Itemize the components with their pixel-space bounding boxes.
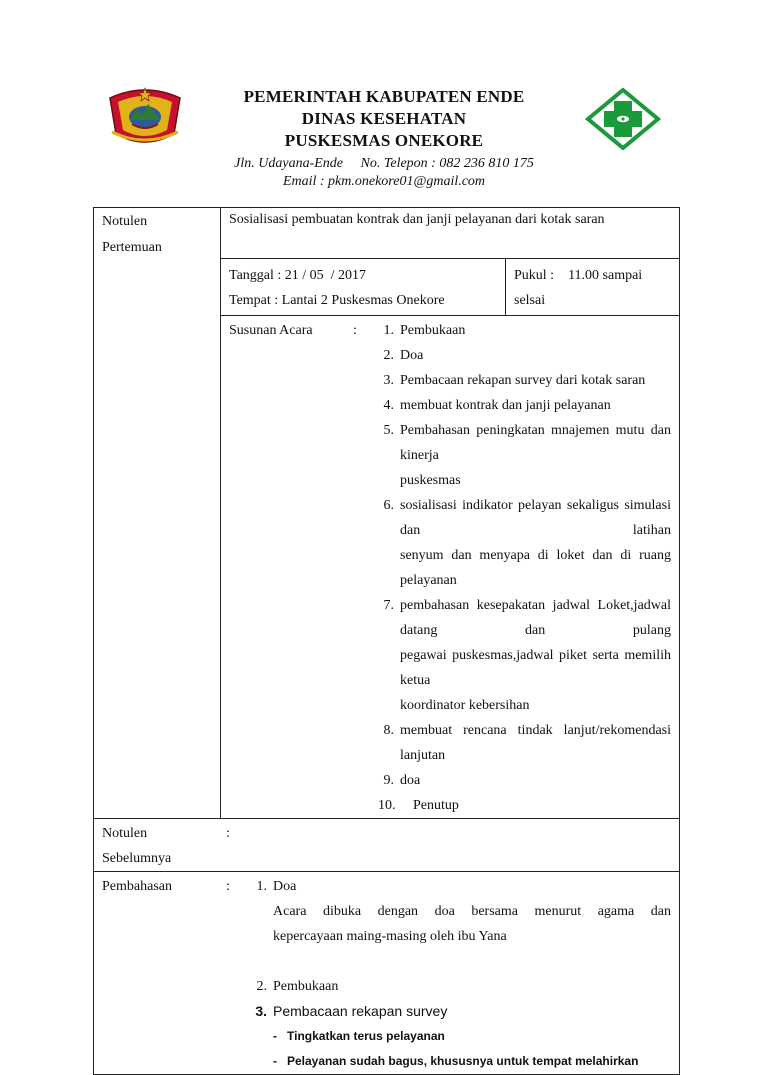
label-line: Sebelumnya — [102, 851, 172, 866]
agenda-num: 6. — [383, 498, 394, 513]
discussion-item: Pembacaan rekapan survey — [273, 1003, 448, 1019]
discussion-num: 2. — [256, 979, 267, 994]
meeting-info-table — [221, 208, 679, 315]
discussion-row — [94, 872, 680, 1075]
agenda-item: Pembahasan peningkatan mnajemen mutu dan kinerja — [400, 423, 671, 463]
agenda-label: Susunan Acara — [229, 323, 313, 338]
agenda-num: 10. — [378, 798, 396, 813]
agenda-num: 9. — [383, 773, 394, 788]
agenda-item: Pembacaan rekapan survey dari kotak saran — [400, 373, 646, 388]
date-place-cell — [221, 259, 506, 316]
agenda-item: Penutup — [413, 798, 459, 813]
letterhead-government: PEMERINTAH KABUPATEN ENDE — [243, 87, 525, 106]
agenda-item: doa — [400, 773, 421, 788]
previous-minutes-label — [102, 821, 226, 871]
bullet: - — [273, 1029, 277, 1043]
agenda-num: 4. — [383, 398, 394, 413]
discussion-item: Pembukaan — [273, 979, 339, 994]
agenda-num: 5. — [383, 423, 394, 438]
letterhead-puskesmas: PUSKESMAS ONEKORE — [284, 131, 484, 150]
label-line: Pertemuan — [102, 240, 162, 255]
agenda-item-cont: pegawai puskesmas,jadwal piket serta memilih ketua — [400, 648, 671, 688]
agenda-num: 7. — [383, 598, 394, 613]
colon: : — [353, 323, 357, 338]
agenda-row — [221, 316, 680, 819]
agenda-item-cont: puskesmas — [400, 473, 461, 488]
agenda-num: 3. — [383, 373, 394, 388]
agenda-list — [353, 318, 671, 818]
discussion-detail: kepercayaan maing-masing oleh ibu Yana — [273, 929, 507, 944]
discussion-detail: Acara dibuka dengan doa bersama menurut agama dan — [273, 904, 671, 919]
meeting-time: Pukul : 11.00 sampai — [514, 268, 643, 283]
puskesmas-cross-logo — [584, 88, 662, 150]
discussion-item: Doa — [273, 879, 297, 894]
minutes-table — [93, 207, 680, 1075]
agenda-item: sosialisasi indikator pelayan sekaligus simulasi dan latihan — [400, 498, 671, 538]
letterhead-agency: DINAS KESEHATAN — [301, 109, 467, 128]
agenda-num: 1. — [383, 323, 394, 338]
meeting-time-end: selsai — [514, 293, 546, 308]
agenda-item: pembahasan kesepakatan jadwal Loket,jadwal datang dan pulang — [400, 598, 671, 638]
agenda-item-cont: koordinator kebersihan — [400, 698, 530, 713]
meeting-place: Tempat : Lantai 2 Puskesmas Onekore — [229, 293, 445, 308]
notulen-pertemuan-label — [94, 208, 221, 819]
time-cell — [506, 259, 680, 316]
discussion-num: 1. — [256, 879, 267, 894]
previous-minutes-row — [94, 819, 680, 872]
meeting-date: Tanggal : 21 / 05 / 2017 — [229, 268, 367, 283]
label-line: Notulen — [102, 826, 148, 841]
agenda-item-cont: senyum dan menyapa di loket dan di ruang pelayanan — [400, 548, 671, 588]
bullet: - — [273, 1054, 277, 1068]
letterhead-address: Jln. Udayana-Ende No. Telepon : 082 236 810 175 — [234, 156, 534, 171]
agenda-num: 8. — [383, 723, 394, 738]
meeting-topic: Sosialisasi pembuatan kontrak dan janji pelayanan dari kotak saran — [221, 208, 679, 259]
ende-regency-seal-logo — [104, 84, 186, 146]
discussion-label: Pembahasan — [102, 879, 172, 894]
survey-bullet: Pelayanan sudah bagus, khususnya untuk tempat melahirkan — [287, 1054, 639, 1068]
discussion-num: 3. — [255, 1003, 267, 1019]
survey-bullet: Tingkatkan terus pelayanan — [287, 1029, 445, 1043]
meeting-info-cell — [221, 208, 680, 316]
agenda-num: 2. — [383, 348, 394, 363]
agenda-item: membuat kontrak dan janji pelayanan — [400, 398, 611, 413]
letterhead-email: Email : pkm.onekore01@gmail.com — [282, 174, 486, 189]
agenda-item: Doa — [400, 348, 424, 363]
agenda-item: membuat rencana tindak lanjut/rekomendasi lanjutan — [400, 723, 671, 763]
colon: : — [226, 826, 230, 841]
letterhead — [180, 86, 588, 191]
label-line: Notulen — [102, 214, 148, 229]
agenda-item: Pembukaan — [400, 323, 466, 338]
discussion-content — [226, 874, 671, 1074]
colon: : — [226, 879, 230, 894]
